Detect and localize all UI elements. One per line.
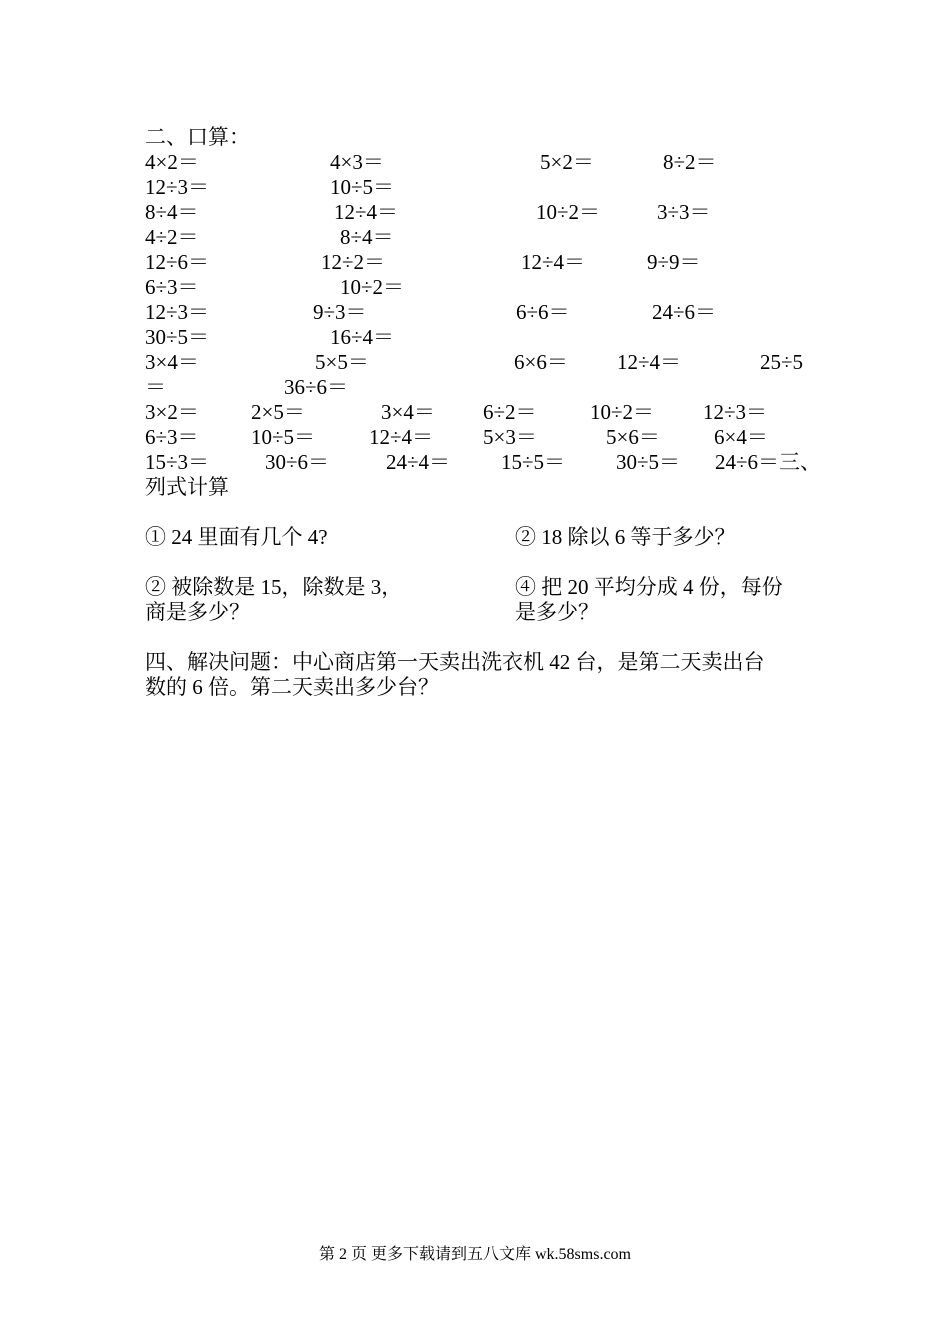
question-2: ② 18 除以 6 等于多少？ bbox=[515, 525, 736, 549]
oral-item: 6÷6＝ bbox=[516, 300, 570, 324]
question-4-line-2: 是多少？ bbox=[515, 600, 599, 624]
oral-item: 12÷4＝ bbox=[617, 350, 682, 374]
oral-item: 12÷4＝ bbox=[521, 250, 586, 274]
oral-item: 5×3＝ bbox=[483, 425, 537, 449]
oral-item: 6÷3＝ bbox=[145, 425, 199, 449]
oral-item: 8÷4＝ bbox=[340, 225, 394, 249]
oral-item: 30÷5＝ bbox=[616, 450, 681, 474]
oral-item: 3×2＝ bbox=[145, 400, 199, 424]
page-footer: 第 2 页 更多下载请到五八文库 wk.58sms.com bbox=[318, 1246, 631, 1263]
oral-item: 2×5＝ bbox=[251, 400, 305, 424]
oral-item: 9÷3＝ bbox=[313, 300, 367, 324]
oral-item: 4×3＝ bbox=[330, 150, 384, 174]
oral-item: 3×4＝ bbox=[381, 400, 435, 424]
oral-item: 3×4＝ bbox=[145, 350, 199, 374]
section-3-title: 列式计算 bbox=[145, 475, 229, 499]
oral-item: 5×5＝ bbox=[315, 350, 369, 374]
oral-item: ＝ bbox=[145, 375, 166, 399]
oral-item: 10÷5＝ bbox=[330, 175, 395, 199]
section-4-line-1: 四、解决问题：中心商店第一天卖出洗衣机 42 台，是第二天卖出台 bbox=[145, 650, 765, 674]
question-3-line-1: ② 被除数是 15，除数是 3， bbox=[145, 575, 403, 599]
section-2-title: 二、口算： bbox=[145, 125, 250, 149]
oral-item: 8÷2＝ bbox=[663, 150, 717, 174]
oral-item: 15÷5＝ bbox=[501, 450, 566, 474]
oral-item: 4÷2＝ bbox=[145, 225, 199, 249]
oral-item: 6÷3＝ bbox=[145, 275, 199, 299]
oral-item: 5×2＝ bbox=[540, 150, 594, 174]
oral-item-with-section-3-title: 24÷6＝三、 bbox=[715, 450, 822, 474]
oral-item: 6×4＝ bbox=[714, 425, 768, 449]
question-1: ① 24 里面有几个 4? bbox=[145, 525, 328, 549]
oral-item: 24÷4＝ bbox=[386, 450, 451, 474]
oral-item: 9÷9＝ bbox=[647, 250, 701, 274]
oral-item: 5×6＝ bbox=[606, 425, 660, 449]
oral-item: 12÷3＝ bbox=[703, 400, 768, 424]
oral-item: 6×6＝ bbox=[514, 350, 568, 374]
oral-item: 10÷2＝ bbox=[536, 200, 601, 224]
oral-item: 15÷3＝ bbox=[145, 450, 210, 474]
oral-item: 10÷5＝ bbox=[251, 425, 316, 449]
oral-item: 10÷2＝ bbox=[590, 400, 655, 424]
oral-item: 25÷5 bbox=[760, 350, 804, 374]
oral-item: 12÷4＝ bbox=[369, 425, 434, 449]
oral-item: 24÷6＝ bbox=[652, 300, 717, 324]
oral-item: 30÷6＝ bbox=[265, 450, 330, 474]
oral-item: 12÷4＝ bbox=[334, 200, 399, 224]
oral-item: 12÷6＝ bbox=[145, 250, 210, 274]
oral-item: 8÷4＝ bbox=[145, 200, 199, 224]
oral-item: 3÷3＝ bbox=[657, 200, 711, 224]
section-4-line-2: 数的 6 倍。第二天卖出多少台？ bbox=[145, 675, 439, 699]
oral-item: 30÷5＝ bbox=[145, 325, 210, 349]
oral-item: 12÷3＝ bbox=[145, 300, 210, 324]
oral-item: 12÷2＝ bbox=[321, 250, 386, 274]
question-4-line-1: ④ 把 20 平均分成 4 份，每份 bbox=[515, 575, 783, 599]
oral-item: 10÷2＝ bbox=[340, 275, 405, 299]
question-3-line-2: 商是多少？ bbox=[145, 600, 250, 624]
oral-item: 36÷6＝ bbox=[284, 375, 349, 399]
oral-item: 4×2＝ bbox=[145, 150, 199, 174]
oral-item: 16÷4＝ bbox=[330, 325, 395, 349]
oral-item: 6÷2＝ bbox=[483, 400, 537, 424]
oral-item: 12÷3＝ bbox=[145, 175, 210, 199]
